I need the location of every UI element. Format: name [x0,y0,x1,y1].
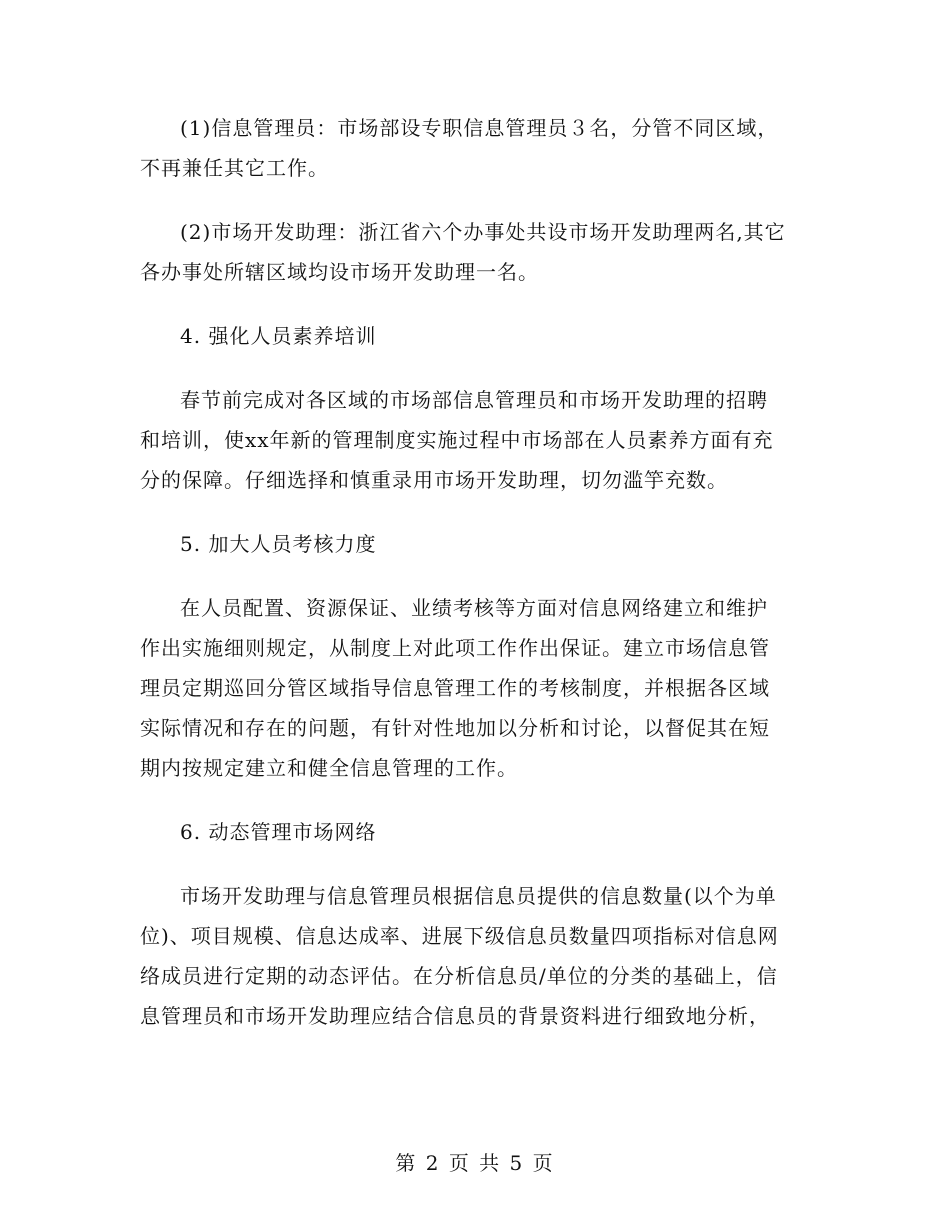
section-heading-6: 6. 动态管理市场网络 [180,820,377,844]
text-line: (2)市场开发助理：浙江省六个办事处共设市场开发助理两名,其它 [180,220,786,244]
text-line: 位)、项目规模、信息达成率、进展下级信息员数量四项指标对信息网 [140,924,779,948]
text-line: 息管理员和市场开发助理应结合信息员的背景资料进行细致地分析， [140,1004,770,1028]
text-line: 和培训，使xx年新的管理制度实施过程中市场部在人员素养方面有充 [140,428,774,452]
document-body [140,108,810,1060]
paragraph-training [140,380,810,500]
paragraph-assessment [140,588,810,788]
text-line: 实际情况和存在的问题，有针对性地加以分析和讨论，以督促其在短 [140,716,770,740]
paragraph-market-assistant [140,212,810,292]
text-line: 在人员配置、资源保证、业绩考核等方面对信息网络建立和维护 [180,596,768,620]
section-heading-4: 4. 强化人员素养培训 [180,324,377,348]
text-line: 各办事处所辖区域均设市场开发助理一名。 [140,260,539,284]
text-line: 络成员进行定期的动态评估。在分析信息员/单位的分类的基础上，信 [140,964,778,988]
page-number-footer: 第 2 页 共 5 页 [395,1151,555,1175]
text-line: 作出实施细则规定，从制度上对此项工作作出保证。建立市场信息管 [140,636,770,660]
text-line: 分的保障。仔细选择和慎重录用市场开发助理，切勿滥竽充数。 [140,468,728,492]
text-line: 理员定期巡回分管区域指导信息管理工作的考核制度，并根据各区域 [140,676,770,700]
text-line: (1)信息管理员：市场部设专职信息管理员３名，分管不同区域， [180,116,779,140]
text-line: 不再兼任其它工作。 [140,156,329,180]
section-heading-5: 5. 加大人员考核力度 [180,532,377,556]
text-line: 期内按规定建立和健全信息管理的工作。 [140,756,518,780]
paragraph-dynamic-management [140,876,810,1036]
text-line: 春节前完成对各区域的市场部信息管理员和市场开发助理的招聘 [180,388,768,412]
text-line: 市场开发助理与信息管理员根据信息员提供的信息数量(以个为单 [180,884,777,908]
paragraph-info-manager [140,108,810,188]
